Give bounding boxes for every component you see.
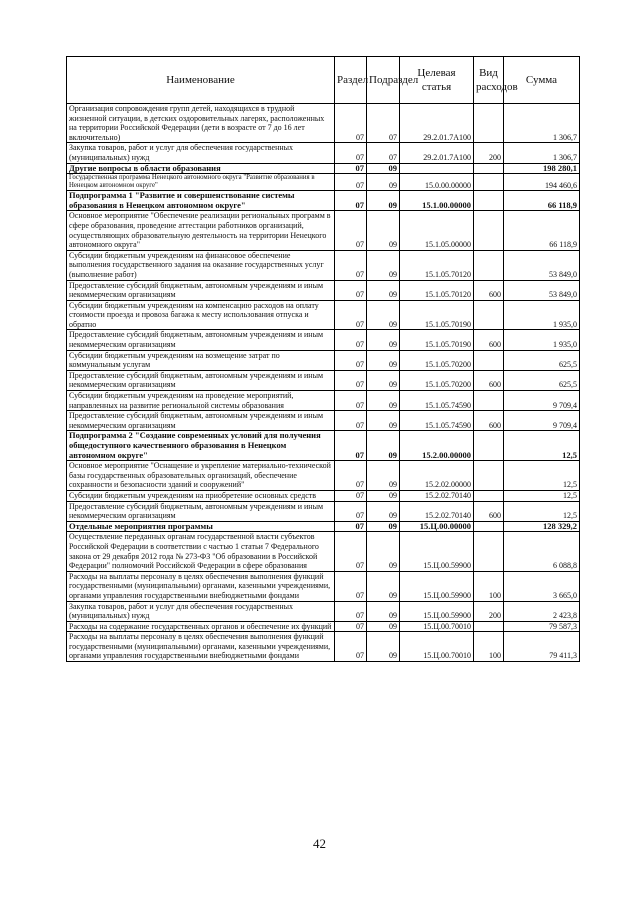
- budget-table: [66, 56, 580, 662]
- row-vid-cell: [474, 431, 504, 461]
- row-razdel-cell: 07: [335, 163, 367, 174]
- row-podrazdel-cell: 09: [367, 280, 400, 300]
- row-razdel-cell: 07: [335, 143, 367, 163]
- row-razdel-cell: 07: [335, 532, 367, 571]
- row-target-cell: 15.1.05.70200: [400, 350, 474, 370]
- row-name-cell: Подпрограмма 1 "Развитие и совершенствование системы образования в Ненецком автономном округе": [67, 191, 335, 211]
- row-vid-cell: 600: [474, 370, 504, 390]
- row-vid-cell: [474, 300, 504, 330]
- table-row: [67, 163, 580, 174]
- header-razdel: Раздел: [335, 57, 367, 104]
- table-row: [67, 350, 580, 370]
- row-vid-cell: 600: [474, 501, 504, 521]
- row-razdel-cell: 07: [335, 632, 367, 662]
- header-vid: Вид расходов: [474, 57, 504, 104]
- row-sum-cell: 128 329,2: [504, 521, 580, 532]
- row-razdel-cell: 07: [335, 350, 367, 370]
- row-razdel-cell: 07: [335, 501, 367, 521]
- row-name-cell: Основное мероприятие "Обеспечение реализации региональных программ в сфере образования, проведение аттестации работников организаций, осуществляющих образовательную деятельность на территории Ненецкого автономного округа": [67, 211, 335, 250]
- row-vid-cell: [474, 532, 504, 571]
- table-row: [67, 490, 580, 501]
- table-row: [67, 250, 580, 280]
- row-vid-cell: [474, 350, 504, 370]
- row-vid-cell: [474, 191, 504, 211]
- row-razdel-cell: 07: [335, 431, 367, 461]
- row-target-cell: 29.2.01.7А100: [400, 143, 474, 163]
- row-vid-cell: 200: [474, 601, 504, 621]
- row-razdel-cell: 07: [335, 330, 367, 350]
- row-vid-cell: 100: [474, 632, 504, 662]
- row-razdel-cell: 07: [335, 391, 367, 411]
- row-sum-cell: 79 587,3: [504, 621, 580, 632]
- row-vid-cell: [474, 163, 504, 174]
- table-header-row: [67, 57, 580, 104]
- row-target-cell: 15.0.00.00000: [400, 174, 474, 191]
- row-vid-cell: [474, 521, 504, 532]
- row-vid-cell: [474, 490, 504, 501]
- row-target-cell: 15.2.02.00000: [400, 461, 474, 491]
- row-podrazdel-cell: 09: [367, 370, 400, 390]
- row-sum-cell: 12,5: [504, 461, 580, 491]
- row-razdel-cell: 07: [335, 174, 367, 191]
- table-row: [67, 431, 580, 461]
- row-razdel-cell: 07: [335, 191, 367, 211]
- row-name-cell: Отдельные мероприятия программы: [67, 521, 335, 532]
- row-name-cell: Другие вопросы в области образования: [67, 163, 335, 174]
- row-vid-cell: [474, 211, 504, 250]
- row-name-cell: Субсидии бюджетным учреждениям на возмещение затрат по коммунальным услугам: [67, 350, 335, 370]
- row-razdel-cell: 07: [335, 250, 367, 280]
- row-razdel-cell: 07: [335, 411, 367, 431]
- row-podrazdel-cell: 09: [367, 490, 400, 501]
- row-vid-cell: [474, 174, 504, 191]
- row-sum-cell: 9 709,4: [504, 391, 580, 411]
- header-sum: Сумма: [504, 57, 580, 104]
- row-name-cell: Субсидии бюджетным учреждениям на финансовое обеспечение выполнения государственного задания на оказание государственных услуг (выполнение работ): [67, 250, 335, 280]
- row-razdel-cell: 07: [335, 104, 367, 143]
- header-target: Целевая статья: [400, 57, 474, 104]
- row-target-cell: 15.Ц.00.70010: [400, 632, 474, 662]
- row-target-cell: 15.1.05.70190: [400, 300, 474, 330]
- row-target-cell: 15.1.05.70190: [400, 330, 474, 350]
- row-vid-cell: [474, 391, 504, 411]
- row-target-cell: 15.1.05.74590: [400, 411, 474, 431]
- row-podrazdel-cell: 09: [367, 391, 400, 411]
- row-podrazdel-cell: 09: [367, 163, 400, 174]
- row-name-cell: Предоставление субсидий бюджетным, автономным учреждениям и иным некоммерческим организациям: [67, 330, 335, 350]
- row-podrazdel-cell: 09: [367, 632, 400, 662]
- row-name-cell: Осуществление переданных органам государственной власти субъектов Российской Федерации в соответствии с частью 1 статьи 7 Федерального закона от 29 декабря 2012 года № 273-ФЗ "Об образовании в Российской Федерации" полномочий Российской Федерации в сфере образования: [67, 532, 335, 571]
- row-name-cell: Предоставление субсидий бюджетным, автономным учреждениям и иным некоммерческим организациям: [67, 370, 335, 390]
- row-name-cell: Закупка товаров, работ и услуг для обеспечения государственных (муниципальных) нужд: [67, 143, 335, 163]
- row-razdel-cell: 07: [335, 490, 367, 501]
- row-name-cell: Предоставление субсидий бюджетным, автономным учреждениям и иным некоммерческим организациям: [67, 411, 335, 431]
- row-vid-cell: 100: [474, 571, 504, 601]
- table-row: [67, 300, 580, 330]
- row-podrazdel-cell: 09: [367, 601, 400, 621]
- row-target-cell: 15.Ц.00.70010: [400, 621, 474, 632]
- row-vid-cell: 200: [474, 143, 504, 163]
- row-sum-cell: 12,5: [504, 501, 580, 521]
- table-row: [67, 601, 580, 621]
- row-razdel-cell: 07: [335, 621, 367, 632]
- row-podrazdel-cell: 09: [367, 532, 400, 571]
- row-name-cell: Подпрограмма 2 "Создание современных условий для получения общедоступного качественного образования в Ненецком автономном округе": [67, 431, 335, 461]
- row-podrazdel-cell: 09: [367, 571, 400, 601]
- row-name-cell: Предоставление субсидий бюджетным, автономным учреждениям и иным некоммерческим организациям: [67, 280, 335, 300]
- row-podrazdel-cell: 09: [367, 461, 400, 491]
- row-target-cell: 15.Ц.00.59900: [400, 532, 474, 571]
- row-sum-cell: 1 935,0: [504, 300, 580, 330]
- row-name-cell: Основное мероприятие "Оснащение и укрепление материально-технической базы государственных образовательных организаций, обеспечение сохранности и безопасности зданий и сооружений": [67, 461, 335, 491]
- table-row: [67, 211, 580, 250]
- table-row: [67, 104, 580, 143]
- row-name-cell: Государственная программа Ненецкого автономного округа "Развитие образования в Ненецком автономном округе": [67, 174, 335, 191]
- row-sum-cell: 9 709,4: [504, 411, 580, 431]
- row-vid-cell: [474, 104, 504, 143]
- row-sum-cell: 194 460,6: [504, 174, 580, 191]
- row-podrazdel-cell: 07: [367, 104, 400, 143]
- row-podrazdel-cell: 09: [367, 174, 400, 191]
- row-sum-cell: 1 306,7: [504, 104, 580, 143]
- row-podrazdel-cell: 09: [367, 350, 400, 370]
- row-vid-cell: 600: [474, 280, 504, 300]
- table-row: [67, 143, 580, 163]
- row-vid-cell: [474, 461, 504, 491]
- row-razdel-cell: 07: [335, 461, 367, 491]
- row-target-cell: 15.2.02.70140: [400, 490, 474, 501]
- row-sum-cell: 12,5: [504, 431, 580, 461]
- row-target-cell: 15.1.05.74590: [400, 391, 474, 411]
- table-row: [67, 411, 580, 431]
- row-name-cell: Расходы на выплаты персоналу в целях обеспечения выполнения функций государственными (муниципальными) органами, казенными учреждениями, органами управления государственными внебюджетными фондами: [67, 632, 335, 662]
- table-row: [67, 521, 580, 532]
- row-podrazdel-cell: 09: [367, 330, 400, 350]
- row-target-cell: 15.1.05.00000: [400, 211, 474, 250]
- row-podrazdel-cell: 09: [367, 191, 400, 211]
- row-sum-cell: 53 849,0: [504, 250, 580, 280]
- page-number: 42: [313, 836, 326, 851]
- row-name-cell: Предоставление субсидий бюджетным, автономным учреждениям и иным некоммерческим организациям: [67, 501, 335, 521]
- row-sum-cell: 66 118,9: [504, 191, 580, 211]
- row-name-cell: Расходы на выплаты персоналу в целях обеспечения выполнения функций государственными (муниципальными) органами, казенными учреждениями, органами управления государственными внебюджетными фондами: [67, 571, 335, 601]
- row-target-cell: 15.1.05.70200: [400, 370, 474, 390]
- row-podrazdel-cell: 09: [367, 411, 400, 431]
- row-vid-cell: [474, 621, 504, 632]
- row-podrazdel-cell: 09: [367, 521, 400, 532]
- row-target-cell: 15.1.05.70120: [400, 280, 474, 300]
- row-podrazdel-cell: 09: [367, 501, 400, 521]
- row-sum-cell: 53 849,0: [504, 280, 580, 300]
- row-sum-cell: 1 935,0: [504, 330, 580, 350]
- row-name-cell: Расходы на содержание государственных органов и обеспечение их функций: [67, 621, 335, 632]
- table-row: [67, 461, 580, 491]
- header-name: Наименование: [67, 57, 335, 104]
- row-vid-cell: 600: [474, 330, 504, 350]
- row-razdel-cell: 07: [335, 571, 367, 601]
- row-razdel-cell: 07: [335, 280, 367, 300]
- row-podrazdel-cell: 09: [367, 250, 400, 280]
- row-target-cell: 15.Ц.00.00000: [400, 521, 474, 532]
- row-sum-cell: 66 118,9: [504, 211, 580, 250]
- row-target-cell: [400, 163, 474, 174]
- row-name-cell: Субсидии бюджетным учреждениям на компенсацию расходов на оплату стоимости проезда и провоза багажа к месту использования отпуска и обратно: [67, 300, 335, 330]
- row-sum-cell: 3 665,0: [504, 571, 580, 601]
- row-sum-cell: 1 306,7: [504, 143, 580, 163]
- row-razdel-cell: 07: [335, 300, 367, 330]
- row-name-cell: Организация сопровождения групп детей, находящихся в трудной жизненной ситуации, в детских оздоровительных лагерях, расположенных на территории Российской Федерации (дети в возрасте от 7 до 16 лет включительно): [67, 104, 335, 143]
- row-target-cell: 15.Ц.00.59900: [400, 601, 474, 621]
- row-podrazdel-cell: 09: [367, 431, 400, 461]
- table-row: [67, 191, 580, 211]
- row-razdel-cell: 07: [335, 601, 367, 621]
- row-sum-cell: 6 088,8: [504, 532, 580, 571]
- table-row: [67, 501, 580, 521]
- table-row: [67, 621, 580, 632]
- table-body: [67, 104, 580, 662]
- row-target-cell: 15.2.00.00000: [400, 431, 474, 461]
- header-podrazdel: Подраздел: [367, 57, 400, 104]
- row-razdel-cell: 07: [335, 370, 367, 390]
- row-sum-cell: 79 411,3: [504, 632, 580, 662]
- table-row: [67, 174, 580, 191]
- table-row: [67, 571, 580, 601]
- row-name-cell: Субсидии бюджетным учреждениям на проведение мероприятий, направленных на развитие региональной системы образования: [67, 391, 335, 411]
- table-row: [67, 280, 580, 300]
- row-target-cell: 15.1.05.70120: [400, 250, 474, 280]
- row-podrazdel-cell: 09: [367, 300, 400, 330]
- row-name-cell: Закупка товаров, работ и услуг для обеспечения государственных (муниципальных) нужд: [67, 601, 335, 621]
- row-podrazdel-cell: 09: [367, 621, 400, 632]
- row-vid-cell: 600: [474, 411, 504, 431]
- row-sum-cell: 2 423,8: [504, 601, 580, 621]
- row-target-cell: 15.1.00.00000: [400, 191, 474, 211]
- row-sum-cell: 12,5: [504, 490, 580, 501]
- row-podrazdel-cell: 07: [367, 143, 400, 163]
- row-sum-cell: 198 280,1: [504, 163, 580, 174]
- table-row: [67, 330, 580, 350]
- row-razdel-cell: 07: [335, 521, 367, 532]
- row-razdel-cell: 07: [335, 211, 367, 250]
- row-podrazdel-cell: 09: [367, 211, 400, 250]
- table-row: [67, 391, 580, 411]
- row-target-cell: 29.2.01.7А100: [400, 104, 474, 143]
- table-row: [67, 532, 580, 571]
- row-vid-cell: [474, 250, 504, 280]
- row-name-cell: Субсидии бюджетным учреждениям на приобретение основных средств: [67, 490, 335, 501]
- table-row: [67, 632, 580, 662]
- row-sum-cell: 625,5: [504, 370, 580, 390]
- table-row: [67, 370, 580, 390]
- row-sum-cell: 625,5: [504, 350, 580, 370]
- row-target-cell: 15.Ц.00.59900: [400, 571, 474, 601]
- row-target-cell: 15.2.02.70140: [400, 501, 474, 521]
